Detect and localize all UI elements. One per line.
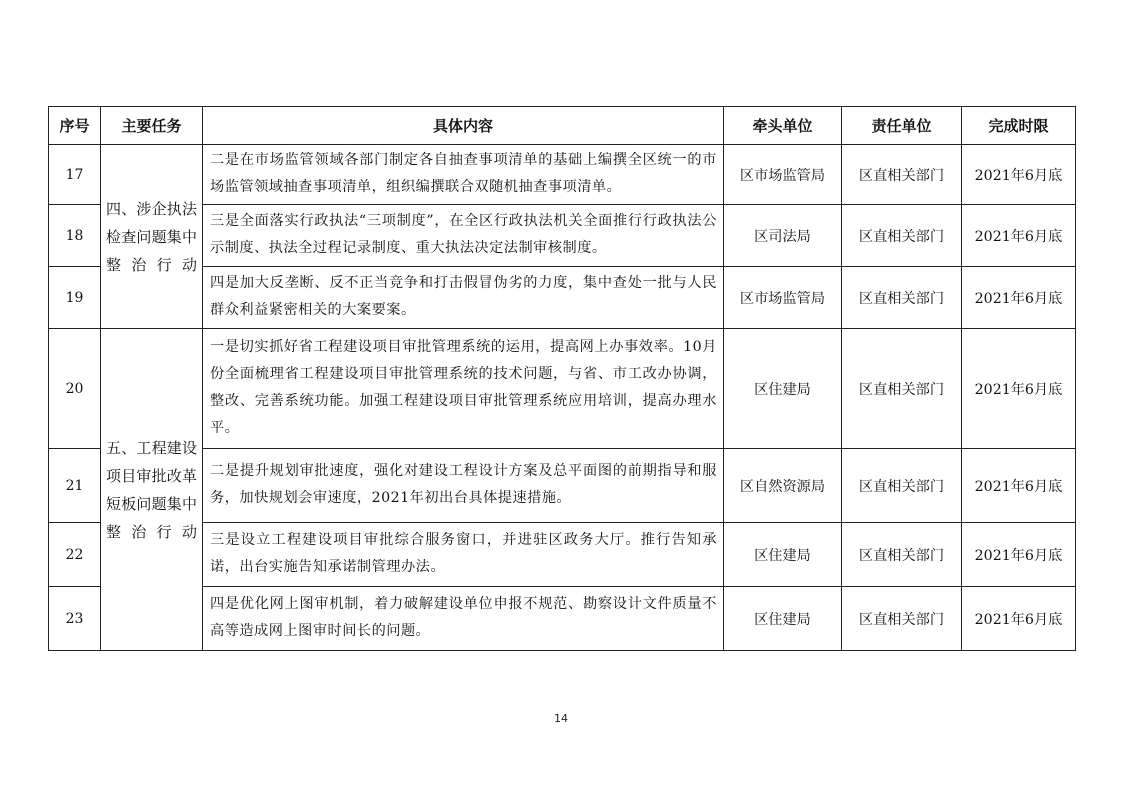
- row-deadline: 2021年6月底: [962, 329, 1076, 449]
- row-deadline: 2021年6月底: [962, 587, 1076, 651]
- row-lead-unit: 区住建局: [724, 587, 842, 651]
- header-num: 序号: [49, 107, 101, 145]
- table-row: [49, 523, 1076, 587]
- table-row: [49, 267, 1076, 329]
- header-resp: 责任单位: [842, 107, 962, 145]
- row-lead-unit: 区自然资源局: [724, 449, 842, 523]
- row-content: 四是优化网上图审机制，着力破解建设单位申报不规范、勘察设计文件质量不高等造成网上图审时间长的问题。: [203, 587, 724, 651]
- task-table: [48, 106, 1076, 651]
- row-responsible-unit: 区直相关部门: [842, 329, 962, 449]
- row-lead-unit: 区司法局: [724, 205, 842, 267]
- row-lead-unit: 区住建局: [724, 329, 842, 449]
- main-task-text: 四、涉企执法检查问题集中整治行动: [106, 199, 197, 274]
- row-deadline: 2021年6月底: [962, 523, 1076, 587]
- row-number: 18: [49, 205, 101, 267]
- row-number: 17: [49, 145, 101, 205]
- row-content: 二是在市场监管领域各部门制定各自抽查事项清单的基础上编撰全区统一的市场监管领域抽查事项清单，组织编撰联合双随机抽查事项清单。: [203, 145, 724, 205]
- header-content: 具体内容: [203, 107, 724, 145]
- row-content: 三是设立工程建设项目审批综合服务窗口，并进驻区政务大厅。推行告知承诺，出台实施告知承诺制管理办法。: [203, 523, 724, 587]
- table-row: [49, 205, 1076, 267]
- row-deadline: 2021年6月底: [962, 267, 1076, 329]
- row-content: 二是提升规划审批速度，强化对建设工程设计方案及总平面图的前期指导和服务，加快规划会审速度，2021年初出台具体提速措施。: [203, 449, 724, 523]
- row-deadline: 2021年6月底: [962, 205, 1076, 267]
- row-responsible-unit: 区直相关部门: [842, 587, 962, 651]
- row-number: 19: [49, 267, 101, 329]
- row-responsible-unit: 区直相关部门: [842, 449, 962, 523]
- row-responsible-unit: 区直相关部门: [842, 267, 962, 329]
- main-task-text: 五、工程建设项目审批改革短板问题集中整治行动: [106, 438, 197, 541]
- row-deadline: 2021年6月底: [962, 449, 1076, 523]
- table-row: [49, 587, 1076, 651]
- table-header-row: [49, 107, 1076, 145]
- header-deadline: 完成时限: [962, 107, 1076, 145]
- row-content: 一是切实抓好省工程建设项目审批管理系统的运用，提高网上办事效率。10月份全面梳理省工程建设项目审批管理系统的技术问题，与省、市工改办协调，整改、完善系统功能。加强工程建设项目审批管理系统应用培训，提高办理水平。: [203, 329, 724, 449]
- row-content: 四是加大反垄断、反不正当竞争和打击假冒伪劣的力度，集中查处一批与人民群众利益紧密相关的大案要案。: [203, 267, 724, 329]
- row-lead-unit: 区市场监管局: [724, 145, 842, 205]
- main-task-cell: [101, 329, 203, 651]
- row-number: 23: [49, 587, 101, 651]
- page-number: 14: [554, 712, 568, 725]
- row-number: 21: [49, 449, 101, 523]
- row-lead-unit: 区住建局: [724, 523, 842, 587]
- table-row: [49, 449, 1076, 523]
- row-responsible-unit: 区直相关部门: [842, 523, 962, 587]
- header-lead: 牵头单位: [724, 107, 842, 145]
- row-responsible-unit: 区直相关部门: [842, 145, 962, 205]
- table-row: [49, 145, 1076, 205]
- row-number: 20: [49, 329, 101, 449]
- row-lead-unit: 区市场监管局: [724, 267, 842, 329]
- table-row: [49, 329, 1076, 449]
- row-content: 三是全面落实行政执法“三项制度”，在全区行政执法机关全面推行行政执法公示制度、执法全过程记录制度、重大执法决定法制审核制度。: [203, 205, 724, 267]
- header-task: 主要任务: [101, 107, 203, 145]
- row-number: 22: [49, 523, 101, 587]
- row-responsible-unit: 区直相关部门: [842, 205, 962, 267]
- row-deadline: 2021年6月底: [962, 145, 1076, 205]
- main-task-cell: [101, 145, 203, 329]
